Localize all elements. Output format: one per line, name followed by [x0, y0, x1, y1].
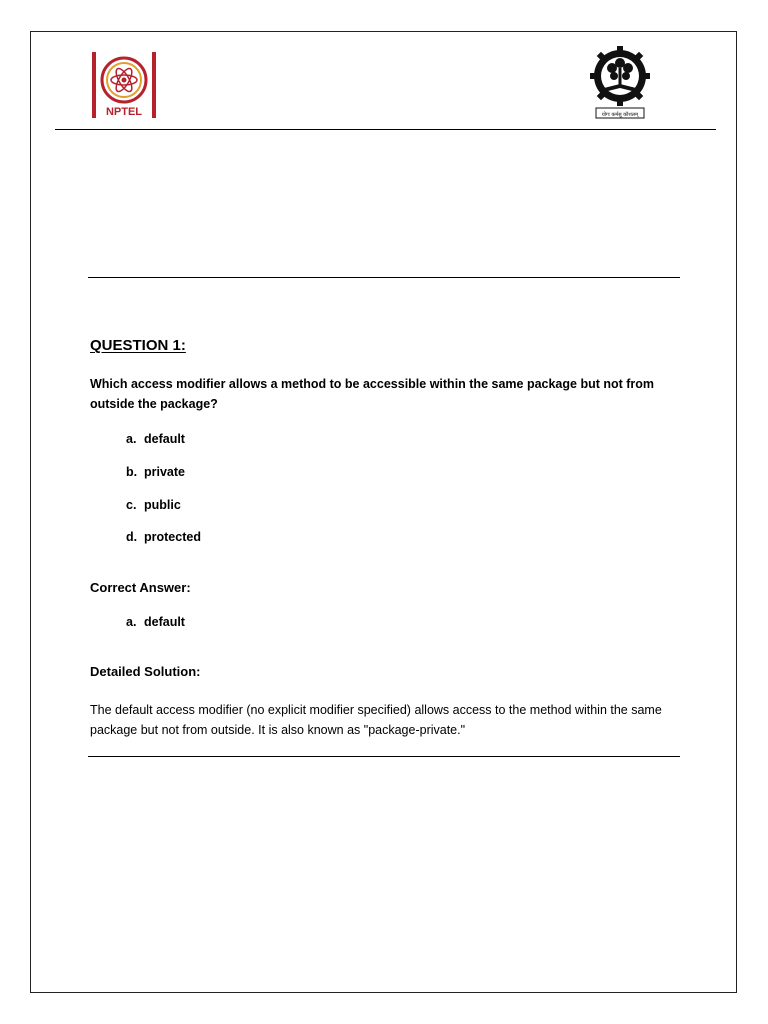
option-b — [126, 465, 185, 479]
option-label: public — [144, 498, 181, 512]
question-title: QUESTION 1: — [90, 337, 186, 354]
correct-answer-option — [126, 615, 185, 629]
emblem-motto: योगः कर्मसु कौशलम् — [601, 112, 639, 118]
question-text: Which access modifier allows a method to be accessible within the same package but not from outside the package? — [90, 377, 655, 411]
iit-kharagpur-emblem-icon — [590, 42, 650, 122]
option-d — [126, 530, 201, 544]
option-c — [126, 498, 181, 512]
option-label: private — [144, 465, 185, 479]
option-label: protected — [144, 530, 201, 544]
correct-answer-heading: Correct Answer: — [90, 580, 191, 595]
solution-text: The default access modifier (no explicit modifier specified) allows access to the method within the same package but not from outside. It is also known as "package-private." — [90, 703, 662, 737]
option-letter: c. — [126, 498, 137, 512]
option-label: default — [144, 432, 185, 446]
option-letter: a. — [126, 432, 137, 446]
nptel-logo-text: NPTEL — [105, 106, 143, 118]
top-divider — [88, 277, 680, 278]
option-letter: d. — [126, 530, 138, 544]
option-a — [126, 432, 185, 446]
answer-letter: a. — [126, 615, 137, 629]
detailed-solution-heading: Detailed Solution: — [90, 664, 201, 679]
header-divider — [55, 129, 716, 130]
bottom-divider — [88, 756, 680, 757]
nptel-logo-icon — [90, 50, 158, 120]
page-border — [30, 31, 737, 993]
answer-label: default — [144, 615, 185, 629]
option-letter: b. — [126, 465, 138, 479]
